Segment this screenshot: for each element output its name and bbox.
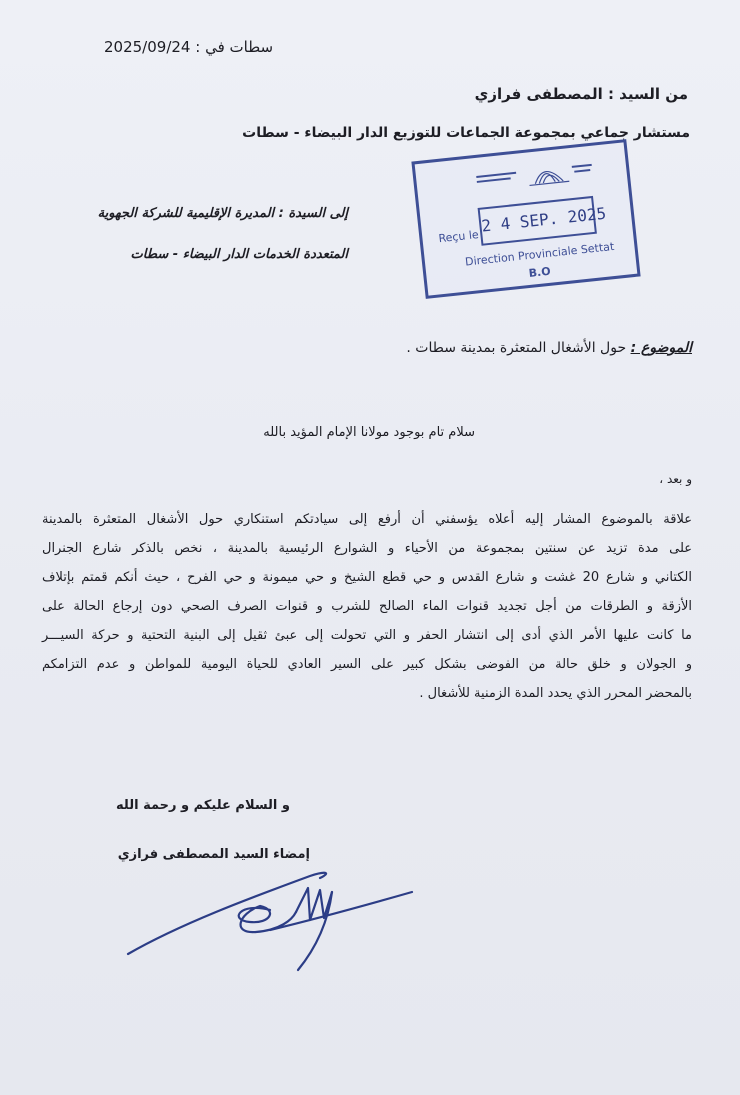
stamp-bo: B.O xyxy=(528,264,552,280)
body-line: الكتاني و شارع 20 غشت و شارع القدس و حي قطع الشيخ و حي ميمونة و حي الفرح ، حيث أنكم قمتم بإتلاف xyxy=(42,570,692,585)
signature-label: إمضاء السيد المصطفى فرازي xyxy=(117,847,310,862)
body-line: الأزقة و الطرقات من أجل تجديد قنوات الماء الصالح للشرب و قنوات الصرف الصحي دون إرجاع الحالة على xyxy=(42,599,692,614)
body-line: بالمحضر المحرر الذي يحدد المدة الزمنية للأشغال . xyxy=(419,686,692,701)
body-line: ما كانت عليها الأمر الذي أدى إلى انتشار الحفر و التي تحولت إلى عبئ ثقيل إلى البنية التحتية و حركة السيـــر xyxy=(42,628,692,643)
recipient-line-2: المتعددة الخدمات الدار البيضاء - سطات xyxy=(130,247,348,262)
body-line: على مدة تزيد عن سنتين بمجموعة من الأحياء و الشوارع الرئيسية بالمدينة ، نخص بالذكر شارع الجنرال xyxy=(42,541,692,556)
sender-name: من السيد : المصطفى فرازي xyxy=(474,85,688,103)
body-line: و الجولان و خلق حالة من الفوضى بشكل كبير على السير العادي للحياة اليومية للمواطن و عدم التزامكم xyxy=(42,657,692,672)
wa-baad: و بعد ، xyxy=(659,472,692,486)
reception-stamp xyxy=(411,139,640,299)
closing: و السلام عليكم و رحمة الله xyxy=(116,798,290,813)
date-line xyxy=(104,38,273,56)
body-line: علاقة بالموضوع المشار إليه أعلاه يؤسفني أن أرفع إلى سيادتكم استنكاري حول الأشغال المتعثرة بالمدينة xyxy=(42,512,692,527)
sender-title: مستشار جماعي بمجموعة الجماعات للتوزيع الدار البيضاء - سطات xyxy=(242,125,690,141)
stamp-recu-label: Reçu le xyxy=(437,228,480,246)
subject-text: حول الأشغال المتعثرة بمدينة سطات . xyxy=(406,340,631,356)
date-prefix: سطات في : xyxy=(195,38,274,56)
handwritten-signature-icon xyxy=(120,862,420,977)
stamp-logo-icon xyxy=(467,155,599,194)
stamp-date: 2 4 SEP. 2025 xyxy=(478,196,597,246)
stamp-direction: Direction Provinciale Settat xyxy=(464,239,615,269)
recipient-line-1: إلى السيدة : المديرة الإقليمية للشركة الجهوية xyxy=(97,206,348,221)
subject-label: الموضوع : xyxy=(630,340,692,356)
subject-line xyxy=(406,340,692,356)
letter-date: 2025/09/24 xyxy=(104,38,191,56)
greeting: سلام تام بوجود مولانا الإمام المؤيد بالله xyxy=(263,425,475,440)
letter-body xyxy=(42,505,692,708)
